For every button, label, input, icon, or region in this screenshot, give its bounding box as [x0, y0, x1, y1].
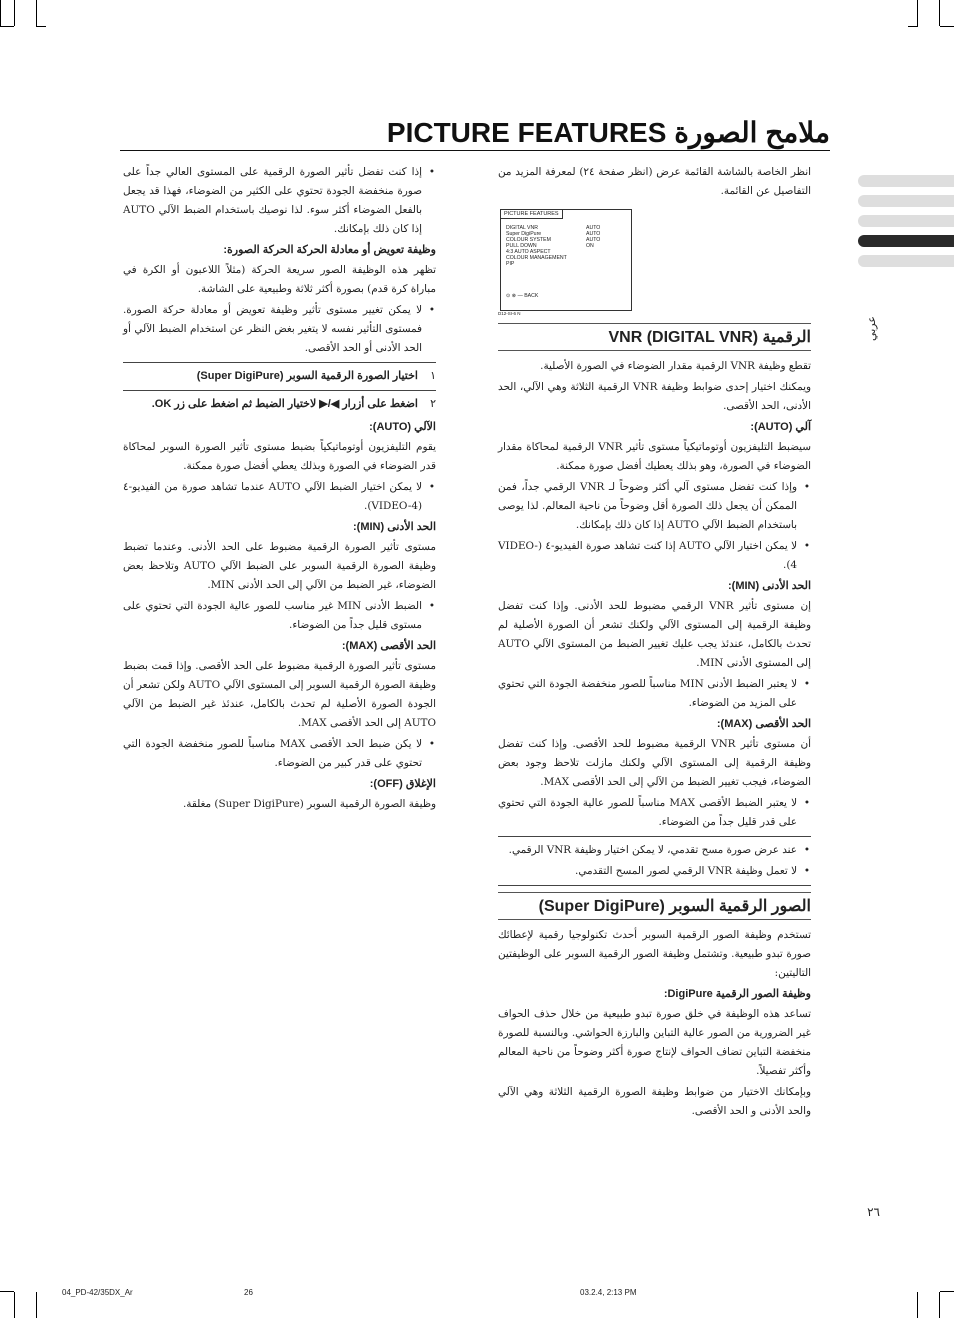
osd-back-label: BACK [524, 293, 539, 299]
bullet-item: • لا يكن ضبط الحد الأقصى MAX مناسباً للصور منخفضة الجودة التي تحتوي على قدر كبير من الضوضاء. [123, 735, 436, 773]
section-heading-digital-vnr: الرقمية VNR (DIGITAL VNR) [498, 323, 811, 351]
osd-code: D12-SI-6 N [498, 311, 521, 316]
title-divider [120, 150, 830, 151]
crop-mark [0, 1291, 14, 1292]
bullet-item: • عند عرض صورة مسح تقدمي، لا يمكن اختيار وظيفة VNR الرقمي. [498, 841, 811, 860]
sub-heading-auto: آلي (AUTO): [750, 421, 811, 433]
paragraph: مستوى تأثير الصورة الرقمية مضبوط على الحد الأدنى. وعندما تضبط وظيفة الصورة الرقمية السوبر على الضبط الآلي AUTO وتلاحظ بعض الضوضاء، غير الضبط من الآلي إلى الحد الأدنى MIN. [123, 541, 437, 591]
paragraph: ويمكنك اختيار إحدى ضوابط وظيفة VNR الرقمية الثلاثة وهي الآلي، الحد الأدنى، الحد الأقصى. [498, 381, 811, 412]
crop-mark [14, 1292, 15, 1318]
divider [498, 885, 811, 886]
crop-mark [36, 26, 46, 27]
back-icon: ⊙ ⊗ — [506, 293, 525, 299]
sub-heading-min: الحد الأدنى (MIN): [352, 521, 436, 533]
section-heading-super-digipure: الصور الرقمية السوبر (Super DigiPure) [498, 892, 811, 920]
paragraph: وبإمكانك الاختيار من ضوابط وظيفة الصورة الرقمية الثلاثة وهي الآلي والحد الأدنى و الحد الأقصى. [498, 1086, 811, 1117]
sub-heading-auto: الآلي (AUTO): [369, 421, 436, 433]
step-number: ٢ [430, 398, 436, 410]
bullet-list [498, 675, 811, 713]
bullet-item: • الضبط الأدنى MIN غير مناسب للصور عالية الجودة التي تحتوي على مستوى قليل جداً من الضوضاء. [123, 597, 436, 635]
osd-menu-illustration [498, 207, 634, 315]
chapter-tab [858, 195, 954, 207]
crop-mark [917, 1292, 918, 1318]
osd-item: DIGITAL VNR [506, 225, 538, 231]
step-1 [123, 367, 436, 386]
paragraph: سيضبط التليفزيون أوتوماتيكياً مستوى تأثير VNR الرقمية لمحاكاة مقدار الضوضاء في الصورة، وهو بذلك يعطيك أفضل صورة ممكنة. [498, 441, 811, 472]
crop-mark [939, 0, 940, 26]
osd-back [506, 293, 538, 299]
paragraph: تستخدم وظيفة الصور الرقمية السوبر أحدث تكنولوجيا رقمية لإعطائك صورة تبدو طبيعية. وتشتمل وظيفة الصور الرقمية السوبر على الوظيفتين التاليتين: [498, 929, 811, 979]
bullet-list [498, 841, 811, 881]
crop-mark [14, 0, 15, 26]
paragraph: تقطع وظيفة VNR الرقمية مقدار الضوضاء في الصورة الأصلية. [540, 360, 811, 372]
bullet-list [123, 735, 436, 773]
osd-items [506, 225, 567, 267]
osd-item: COLOUR SYSTEM [506, 237, 551, 243]
left-column [123, 163, 436, 816]
footer-date: 03.2.4, 2:13 PM [580, 1288, 637, 1297]
bullet-list [123, 163, 436, 239]
paragraph: أن مستوى تأثير VNR الرقمية مضبوط للحد الأقصى. وإذا كنت تفضل وظيفة الرقمية إلى المستوى الآلي ولكنك مازلت تلاحظ وجود بعض الضوضاء، فيجب تغيير الضبط من الآلي إلى الحد الأقصى MAX. [498, 738, 811, 788]
osd-title: PICTURE FEATURES [500, 209, 563, 219]
chapter-tab [858, 255, 954, 267]
sub-heading-max: الحد الأقصى (MAX): [716, 718, 811, 730]
footer-page: 26 [244, 1288, 253, 1297]
bullet-list [123, 597, 436, 635]
osd-values [586, 225, 600, 249]
chapter-tabs [858, 175, 954, 275]
osd-item: PIP [506, 261, 515, 267]
crop-mark [939, 1292, 940, 1318]
paragraph: يقوم التليفزيون أوتوماتيكياً بضبط مستوى تأثير الصورة السوبر لمحاكاة قدر الضوضاء في الصورة وبذلك يعطي أفضل صورة ممكنة. [123, 441, 436, 472]
bullet-item: • وإذا كنت تفضل مستوى آلي أكثر وضوحاً لـ VNR الرقمي جداً، فمن الممكن أن يجعل ذلك الصورة أقل وضوحاً من ناحية المعالم. لذا يوصى باستخدام الضبط الآلي AUTO إذا كان ذلك بإمكانك. [498, 478, 811, 535]
intro-text: انظر الخاصة بالشاشة القائمة عرض (انظر صفحة ٢٤) لمعرفة المزيد من التفاصيل عن القائمة. [498, 166, 811, 197]
bullet-list [498, 478, 811, 575]
chapter-tab [858, 175, 954, 187]
crop-mark [908, 26, 918, 27]
divider [498, 836, 811, 837]
crop-mark [0, 0, 1, 26]
bullet-item: • لا يمكن تغيير مستوى تأثير وظيفة تعويض أو معادلة حركة الصورة. فمستوى التأثير نفسه لا يتغير بغض النظر عن استخدام الضبط الآلي أو الحد الأدنى أو الحد الأقصى. [123, 301, 436, 358]
paragraph: تساعد هذه الوظيفة في خلق صورة تبدو طبيعية من خلال حذف الحواف غير الضرورية من الصور عالية التباين والبارزة الحواشي. وبالنسبة للصورة منخفضة التباين تضاف الحواف لإنتاج صورة أكثر وضوحاً من ناحية المعالم وأكثر تفصيلاً. [498, 1008, 811, 1077]
step-text: اضغط على أزرار ◀/▶ لاختيار الضبط ثم اضغط على زر OK. [151, 398, 418, 410]
right-column [498, 163, 811, 1123]
osd-value: ON [586, 243, 594, 249]
bullet-item: • لا يعتبر الضبط الأقصى MAX مناسباً للصور عالية الجودة التي تحتوي على قدر قليل جداً من الضوضاء. [498, 794, 811, 832]
paragraph: مستوى تأثير الصورة الرقمية مضبوط على الحد الأقصى. وإذا قمت بضبط وظيفة الصورة الرقمية السوبر إلى المستوى الآلي AUTO ولكن تشعر أن الجودة الصورة الأصلية لم تحدث بالكامل، عندئذ غير الضبط من الآلي AUTO إلى الحد الأقصى MAX. [123, 660, 436, 729]
sub-heading-off: الإغلاق (OFF): [369, 778, 436, 790]
crop-mark [940, 26, 954, 27]
bullet-list [498, 794, 811, 832]
chapter-tab [858, 215, 954, 227]
paragraph: تظهر هذه الوظيفة الصور سريعة الحركة (مثلاً اللاعبون أو الكرة في مباراة كرة قدم) بصورة أكثر ثلاثة وطبيعية على الشاشة. [123, 264, 436, 295]
divider [123, 362, 436, 363]
page-title: PICTURE FEATURES ملامح الصورة [386, 117, 830, 148]
bullet-list [123, 301, 436, 358]
crop-mark [0, 26, 14, 27]
osd-item: Super DigiPure [506, 231, 542, 237]
footer-file: 04_PD-42/35DX_Ar [62, 1288, 133, 1297]
osd-item: PULL DOWN [506, 243, 537, 249]
osd-item: 4:3 AUTO ASPECT [506, 249, 551, 255]
bullet-item: • لا يمكن اختيار الضبط الآلي AUTO عندما تشاهد صورة من الفيديو-٤ (VIDEO-4). [123, 478, 436, 516]
page-number: ٢٦ [867, 1205, 880, 1219]
paragraph: إن مستوى تأثير VNR الرقمي مضبوط للحد الأدنى. وإذا كنت تفضل وظيفة الرقمية إلى المستوى الآلي ولكنك تشعر أن الصورة الأصلية لم تحدث بالكامل، عندئذ يجب عليك تغيير الضبط من المستوى الآلي AUTO إلى المستوى الأدنى MIN. [498, 600, 811, 669]
bullet-item: • لا تعمل وظيفة VNR الرقمي لصور المسح التقدمي. [498, 862, 811, 881]
bullet-item: • إذا كنت تفضل تأثير الصورة الرقمية على المستوى العالي جداً على صورة منخفضة الجودة تحتوي على الكثير من الضوضاء، فهذا قد يجعل بالفعل الضوضاء أكثر سوء. لذا نوصيك باستخدام الضبط الآلي AUTO إذا كان ذلك بإمكانك. [123, 163, 436, 239]
crop-mark [36, 1292, 37, 1318]
step-2 [123, 395, 436, 414]
language-label: عربي [865, 316, 879, 341]
crop-mark [36, 0, 37, 26]
bullet-item: • لا يمكن اختيار الآلي AUTO إذا كنت تشاهد صورة الفيديو-٤ (VIDEO-4). [498, 537, 811, 575]
step-text: اختيار الصورة الرقمية السوبر (Super DigiPure) [196, 370, 418, 382]
chapter-tab-active [858, 235, 954, 247]
step-number: ١ [430, 370, 436, 382]
osd-value: AUTO [586, 231, 601, 237]
osd-item: COLOUR MANAGEMENT [506, 255, 567, 261]
osd-value: AUTO [586, 225, 601, 231]
divider [123, 390, 436, 391]
crop-mark [940, 1291, 954, 1292]
bullet-list [123, 478, 436, 516]
osd-value: AUTO [586, 237, 601, 243]
sub-heading-digipure: وظيفة الصور الرقمية DigiPure: [663, 988, 811, 1000]
sub-heading-max: الحد الأقصى (MAX): [341, 640, 436, 652]
sub-heading-min: الحد الأدنى (MIN): [727, 580, 811, 592]
crop-mark [917, 0, 918, 26]
sub-heading-motion: وظيفة تعويض أو معادلة الحركة الحركة الصورة: [223, 244, 436, 256]
bullet-item: • لا يعتبر الضبط الأدنى MIN مناسباً للصور منخفضة الجودة التي تحتوي على المزيد من الضوضاء. [498, 675, 811, 713]
paragraph: وظيفة الصورة الرقمية السوبر (Super DigiPure) مغلقة. [182, 798, 436, 810]
